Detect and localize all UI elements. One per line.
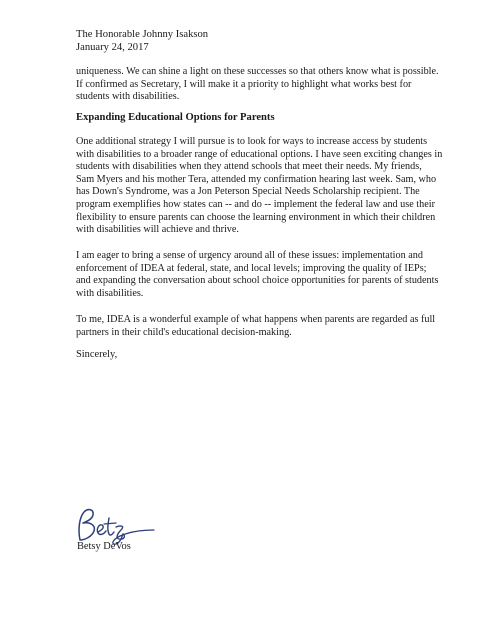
closing-salutation: Sincerely, — [76, 349, 118, 360]
paragraph-line: with disabilities will achieve and thrive. — [76, 224, 239, 236]
recipient-line: The Honorable Johnny Isakson — [76, 29, 209, 40]
paragraph-line: enforcement of IDEA at federal, state, and local levels; improving the quality of IEPs; — [76, 262, 427, 274]
paragraph-line: flexibility to ensure parents can choose the learning environment in which their children — [76, 211, 436, 223]
letter-date: January 24, 2017 — [76, 42, 149, 53]
paragraph-line: with disabilities to a broader range of educational options. I have seen exciting changes in — [76, 148, 443, 160]
paragraph-line: To me, IDEA is a wonderful example of what happens when parents are regarded as full — [76, 314, 436, 325]
paragraph-expanding-options — [76, 136, 443, 237]
paragraph-line: I am eager to bring a sense of urgency around all of these issues: implementation and — [76, 250, 423, 261]
paragraph-line: with disabilities. — [76, 287, 144, 299]
paragraph-line: uniqueness. We can shine a light on these successes so that others know what is possible. — [76, 66, 439, 77]
signer-name: Betsy DeVos — [77, 541, 131, 552]
paragraph-line: students with disabilities when they attend schools that meet their needs. My friends, — [76, 161, 422, 173]
paragraph-line: If confirmed as Secretary, I will make it a priority to highlight what works best for — [76, 78, 412, 90]
paragraph-urgency — [76, 250, 439, 300]
paragraph-line: partners in their child's educational decision-making. — [76, 326, 292, 338]
paragraph-line: has Down's Syndrome, was a Jon Peterson Special Needs Scholarship recipient. The — [76, 186, 420, 198]
paragraph-uniqueness — [76, 66, 439, 104]
paragraph-line: students with disabilities. — [76, 91, 180, 103]
paragraph-line: Sam Myers and his mother Tera, attended my confirmation hearing last week. Sam, who — [76, 173, 437, 185]
paragraph-line: One additional strategy I will pursue is to look for ways to increase access by students — [76, 136, 428, 147]
paragraph-line: and expanding the conversation about school choice opportunities for parents of students — [76, 275, 439, 287]
paragraph-idea — [76, 314, 436, 339]
paragraph-line: program exemplifies how states can -- and do -- implement the federal law and use their — [76, 198, 435, 210]
section-heading: Expanding Educational Options for Parents — [76, 112, 275, 123]
